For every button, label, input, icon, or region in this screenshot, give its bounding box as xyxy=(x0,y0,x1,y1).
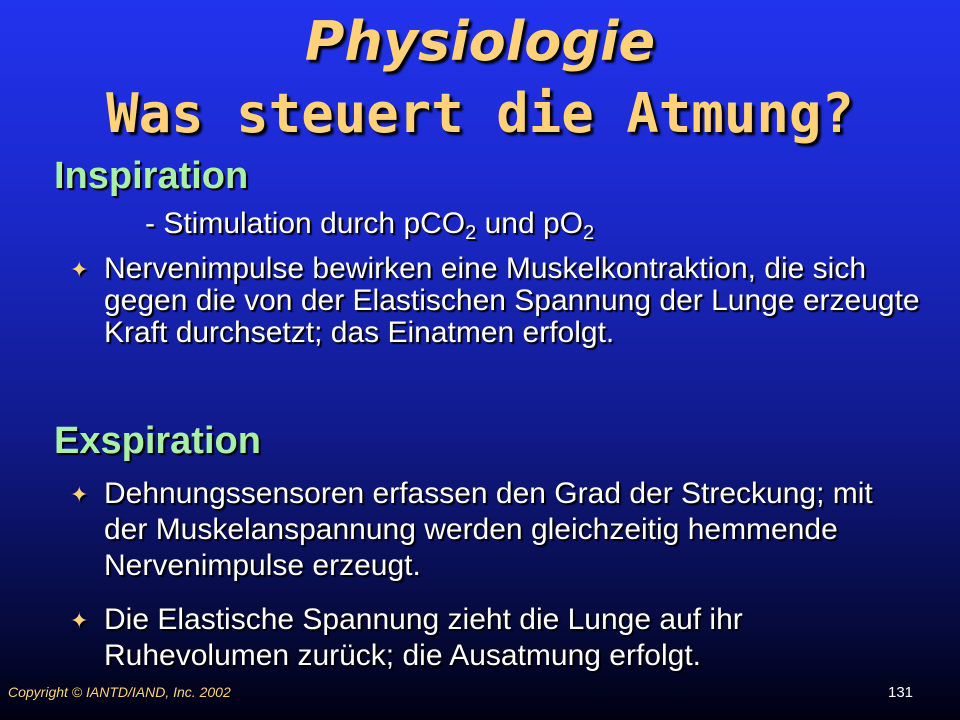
slide-subtitle: Was steuert die Atmung? xyxy=(106,82,854,145)
page-number: 131 xyxy=(888,684,914,701)
four-point-star-icon: ✦ xyxy=(70,257,89,282)
four-point-star-icon: ✦ xyxy=(70,608,89,633)
subscript-co2: 2 xyxy=(465,222,477,244)
bullet-text: Die Elastische Spannung zieht die Lunge auf ihr Ruhevolumen zurück; die Ausatmung erfolgt. xyxy=(104,603,743,672)
bullet-text: Dehnungssensoren erfassen den Grad der Streckung; mit der Muskelanspannung werden gleichzeitig hemmende Nervenimpulse erzeugt. xyxy=(104,477,873,582)
stimulation-middle: und pO xyxy=(476,207,584,240)
inspiration-bullet xyxy=(70,253,940,349)
bullet-text: Nervenimpulse bewirken eine Muskelkontraktion, die sich gegen die von der Elastischen Spannung der Lunge erzeugte Kraft durchsetzt; das Einatmen erfolgt. xyxy=(104,252,920,349)
exspiration-heading: Exspiration xyxy=(54,420,261,462)
slide-title: Physiologie xyxy=(304,10,656,73)
subscript-o2: 2 xyxy=(583,222,595,244)
stimulation-line xyxy=(145,207,594,245)
copyright-notice: Copyright © IANTD/IAND, Inc. 2002 xyxy=(8,684,231,700)
exspiration-bullet-2 xyxy=(70,602,910,674)
exspiration-bullet-1 xyxy=(70,476,890,584)
four-point-star-icon: ✦ xyxy=(70,482,89,507)
inspiration-heading: Inspiration xyxy=(54,155,249,197)
stimulation-prefix: - Stimulation durch pCO xyxy=(145,207,466,240)
